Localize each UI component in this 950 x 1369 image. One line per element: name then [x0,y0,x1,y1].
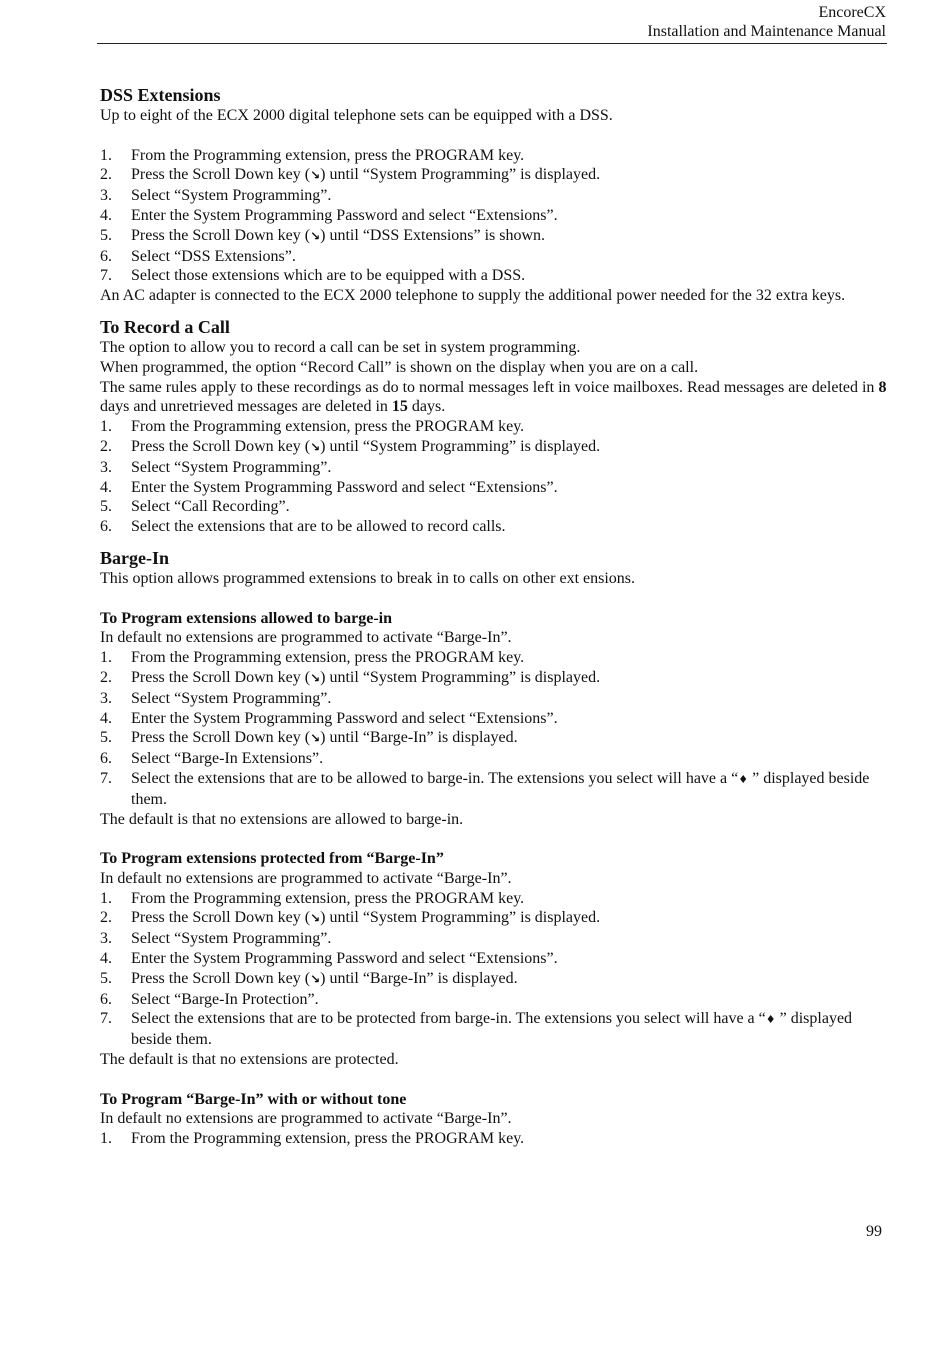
header-product: EncoreCX [818,4,886,21]
list-item: 7. Select the extensions that are to be protected from barge-in. The extensions you select will have a “♦ ” displayed beside them. [100,1010,853,1049]
list-item: 1. From the Programming extension, press the PROGRAM key. [100,418,525,436]
list-item: 2. Press the Scroll Down key (↘) until “System Programming” is displayed. [100,909,601,927]
barge-allowed-note: The default is that no extensions are allowed to barge-in. [100,810,464,828]
scroll-down-arrow-icon: ↘ [310,731,321,746]
list-item: 7. Select those extensions which are to be equipped with a DSS. [100,267,526,285]
list-item: 3. Select “System Programming”. [100,930,332,948]
diamond-icon: ♦ [765,1013,776,1027]
list-item: 6. Select “Barge-In Extensions”. [100,750,324,768]
record-p1: The option to allow you to record a call can be set in system programming. [100,338,581,356]
list-item: 2. Press the Scroll Down key (↘) until “System Programming” is displayed. [100,437,601,455]
dss-extensions-section [100,84,888,306]
barge-protected-steps [100,889,888,1050]
record-p3: The same rules apply to these recordings as do to normal messages left in voice mailboxes. Read messages are deleted in 8 days and unretrieved messages are deleted in 15 days. [100,378,887,416]
list-item: 3. Select “System Programming”. [100,187,332,205]
barge-allowed-heading: To Program extensions allowed to barge-in [100,609,392,627]
dss-steps [100,146,888,287]
page-number: 99 [866,1223,882,1240]
list-item: 6. Select “Barge-In Protection”. [100,990,319,1008]
header-manual-title: Installation and Maintenance Manual [647,23,886,40]
list-item: 1. From the Programming extension, press the PROGRAM key. [100,889,525,907]
barge-protected-intro: In default no extensions are programmed to activate “Barge-In”. [100,869,512,887]
scroll-down-arrow-icon: ↘ [310,670,321,685]
list-item: 5. Select “Call Recording”. [100,498,290,516]
record-call-heading: To Record a Call [100,316,230,337]
barge-tone-intro: In default no extensions are programmed to activate “Barge-In”. [100,1110,512,1128]
list-item: 6. Select the extensions that are to be allowed to record calls. [100,518,506,536]
scroll-down-arrow-icon: ↘ [310,971,321,986]
barge-tone-heading: To Program “Barge-In” with or without tone [100,1090,407,1108]
scroll-down-arrow-icon: ↘ [310,439,321,454]
barge-in-intro: This option allows programmed extensions to break in to calls on other ext ensions. [100,569,636,587]
list-item: 2. Press the Scroll Down key (↘) until “System Programming” is displayed. [100,668,601,686]
running-header [647,3,886,41]
dss-note: An AC adapter is connected to the ECX 2000 telephone to supply the additional power needed for the 32 extra keys. [100,287,846,305]
barge-protected-heading: To Program extensions protected from “Barge-In” [100,850,444,868]
list-item: 2. Press the Scroll Down key (↘) until “System Programming” is displayed. [100,166,601,184]
header-rule [97,43,887,44]
list-item: 5. Press the Scroll Down key (↘) until “Barge-In” is displayed. [100,729,518,747]
record-call-section [100,316,888,537]
list-item: 7. Select the extensions that are to be allowed to barge-in. The extensions you select will have a “♦ ” displayed beside them. [100,769,870,808]
list-item: 6. Select “DSS Extensions”. [100,247,296,265]
record-p2: When programmed, the option “Record Call” is shown on the display when you are on a call. [100,358,699,376]
dss-extensions-heading: DSS Extensions [100,85,221,105]
scroll-down-arrow-icon: ↘ [310,168,321,183]
barge-allowed-intro: In default no extensions are programmed to activate “Barge-In”. [100,629,512,647]
list-item: 5. Press the Scroll Down key (↘) until “DSS Extensions” is shown. [100,226,546,244]
scroll-down-arrow-icon: ↘ [310,911,321,926]
list-item: 4. Enter the System Programming Password and select “Extensions”. [100,709,558,727]
list-item: 1. From the Programming extension, press the PROGRAM key. [100,1130,525,1148]
barge-protected-note: The default is that no extensions are protected. [100,1051,399,1069]
list-item: 4. Enter the System Programming Password and select “Extensions”. [100,206,558,224]
list-item: 4. Enter the System Programming Password and select “Extensions”. [100,950,558,968]
diamond-icon: ♦ [738,772,749,786]
barge-in-heading: Barge-In [100,547,169,568]
list-item: 4. Enter the System Programming Password and select “Extensions”. [100,478,558,496]
scroll-down-arrow-icon: ↘ [310,228,321,243]
list-item: 3. Select “System Programming”. [100,458,332,476]
list-item: 3. Select “System Programming”. [100,689,332,707]
barge-in-section [100,547,888,1149]
list-item: 1. From the Programming extension, press the PROGRAM key. [100,649,525,667]
dss-intro: Up to eight of the ECX 2000 digital telephone sets can be equipped with a DSS. [100,107,613,124]
barge-allowed-steps [100,648,888,809]
list-item: 5. Press the Scroll Down key (↘) until “Barge-In” is displayed. [100,969,518,987]
barge-tone-steps [100,1129,888,1149]
record-steps [100,417,888,537]
list-item: 1. From the Programming extension, press the PROGRAM key. [100,146,525,164]
page-content [100,84,888,1149]
